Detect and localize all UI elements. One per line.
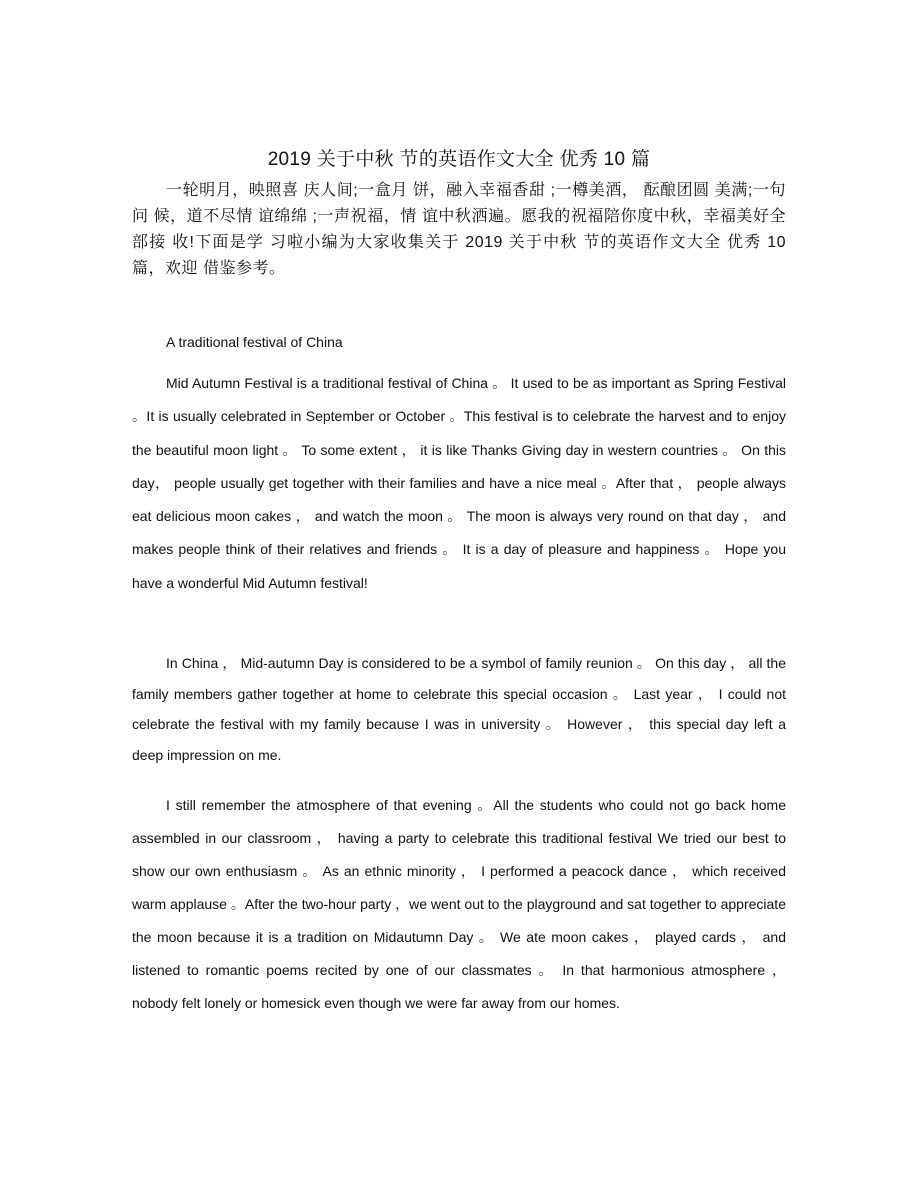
- body-paragraph: Mid Autumn Festival is a traditional festival of China 。 It used to be as important as Spring Festival 。It is usually celebrated in September or October 。This festival is to celebrate the harvest and to enjoy the beautiful moon light 。 To some extent ， it is like Thanks Giving day in western countries 。 On this day， people usually get together with their families and have a nice meal 。After that ， people always eat delicious moon cakes ， and watch the moon 。 The moon is always very round on that day ， and makes people think of their relatives and friends 。 It is a day of pleasure and happiness 。 Hope you have a wonderful Mid Autumn festival!: [132, 375, 786, 591]
- intro-paragraph: 一轮明月，映照喜 庆人间;一盒月 饼，融入幸福香甜 ;一樽美酒， 酝酿团圆 美满;一句 问 候，道不尽情 谊绵绵 ;一声祝福，情 谊中秋洒遍。愿我的祝福陪你度中秋，幸福美好全部接 收!下面是学 习啦小编为大家收集关于 2019 关于中秋 节的英语作文大全 优秀 10 篇，欢迎 借鉴参考。: [132, 182, 786, 277]
- body-paragraph: In China ， Mid-autumn Day is considered to be a symbol of family reunion 。 On this day ， all the family members gather together at home to celebrate this special occasion 。 Last year ， I could not celebrate the festival with my family because I was in university 。 However ， this special day left a deep impression on me.: [132, 655, 786, 763]
- document-title: 2019 关于中秋 节的英语作文大全 优秀 10 篇: [267, 149, 651, 170]
- section-heading: A traditional festival of China: [166, 334, 343, 350]
- body-paragraph: I still remember the atmosphere of that evening 。All the students who could not go back home assembled in our classroom ， having a party to celebrate this traditional festival We tried our best to show our own enthusiasm 。 As an ethnic minority ， I performed a peacock dance ， which received warm applause 。After the two-hour party ，we went out to the playground and sat together to appreciate the moon because it is a tradition on Midautumn Day 。 We ate moon cakes ， played cards ， and listened to romantic poems recited by one of our classmates 。 In that harmonious atmosphere ， nobody felt lonely or homesick even though we were far away from our homes.: [132, 797, 786, 1011]
